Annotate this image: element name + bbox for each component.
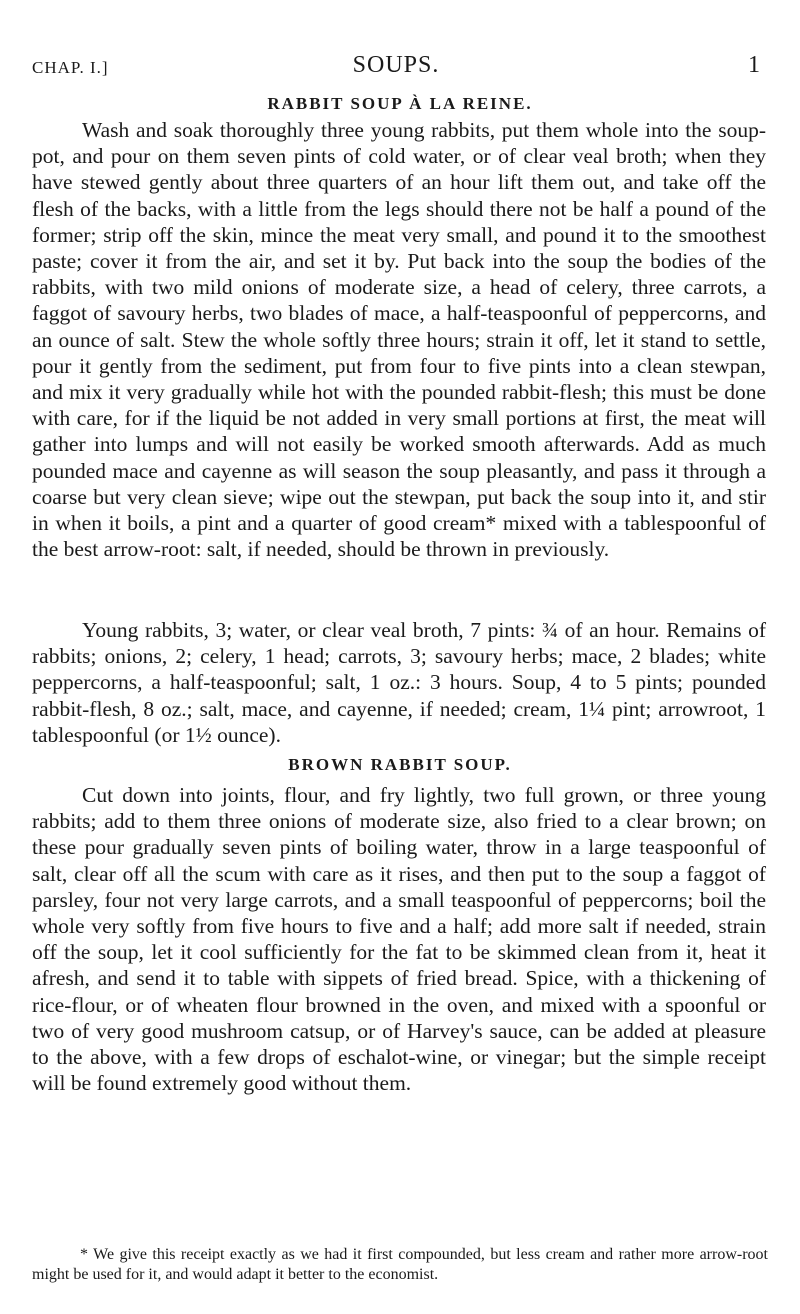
recipe-title-brown-rabbit-soup: BROWN RABBIT SOUP. — [288, 755, 512, 774]
running-head — [32, 52, 760, 82]
recipe-title-rabbit-soup-a-la-reine: RABBIT SOUP À LA REINE. — [267, 94, 533, 113]
recipe-method-rabbit-soup-a-la-reine: Wash and soak thoroughly three young rabbits, put them whole into the soup-pot, and pour on them seven pints of cold water, or of clear veal broth; when they have stewed gently about three quarters of an hour lift them out, and take off the flesh of the backs, with a little from the legs should there not be half a pound of the former; strip off the skin, mince the meat very small, and pound it to the smoothest paste; cover it from the air, and set it by. Put back into the soup the bodies of the rabbits, with two mild onions of moderate size, a head of celery, three carrots, a faggot of savoury herbs, two blades of mace, a half-teaspoonful of peppercorns, and an ounce of salt. Stew the whole softly three hours; strain it off, let it stand to settle, pour it gently from the sediment, put from four to five pints into a clean stewpan, and mix it very gradually while hot with the pounded rabbit-flesh; this must be done with care, for if the liquid be not added in very small portions at first, the meat will gather into lumps and will not easily be worked smooth afterwards. Add as much pounded mace and cayenne as will season the soup pleasantly, and pass it through a coarse but very clean sieve; wipe out the stewpan, put back the soup into it, and stir in when it boils, a pint and a quarter of good cream* mixed with a tablespoonful of the best arrow-root: salt, if needed, should be thrown in previously. — [32, 118, 766, 562]
chapter-label: CHAP. I.] — [32, 58, 109, 77]
recipe-method-brown-rabbit-soup: Cut down into joints, flour, and fry lightly, two full grown, or three young rabbits; add to them three onions of moderate size, also fried to a clear brown; on these pour gradually seven pints of boiling water, throw in a large teaspoonful of salt, clear off all the scum with care as it rises, and then put to the soup a faggot of parsley, four not very large carrots, and a small teaspoonful of peppercorns; boil the whole very softly from five hours to five and a half; add more salt if needed, strain off the soup, let it cool sufficiently for the fat to be skimmed clean from it, heat it afresh, and send it to table with sippets of fried bread. Spice, with a thickening of rice-flour, or of wheaten flour browned in the oven, and mixed with a spoonful or two of very good mushroom catsup, or of Harvey's sauce, can be added at pleasure to the above, with a few drops of eschalot-wine, or vinegar; but the simple receipt will be found extremely good without them. — [32, 783, 766, 1096]
footnote: * We give this receipt exactly as we had it first compounded, but less cream and rather more arrow-root might be used for it, and would adapt it better to the economist. — [32, 1246, 768, 1283]
recipe-summary-rabbit-soup-a-la-reine: Young rabbits, 3; water, or clear veal broth, 7 pints: ¾ of an hour. Remains of rabbits; onions, 2; celery, 1 head; carrots, 3; savoury herbs; mace, 2 blades; white peppercorns, a half-teaspoonful; salt, 1 oz.: 3 hours. Soup, 4 to 5 pints; pounded rabbit-flesh, 8 oz.; salt, mace, and cayenne, if needed; cream, 1¼ pint; arrowroot, 1 tablespoonful (or 1½ ounce). — [32, 618, 766, 747]
running-title: SOUPS. — [352, 52, 440, 78]
page-number: 1 — [748, 52, 760, 78]
